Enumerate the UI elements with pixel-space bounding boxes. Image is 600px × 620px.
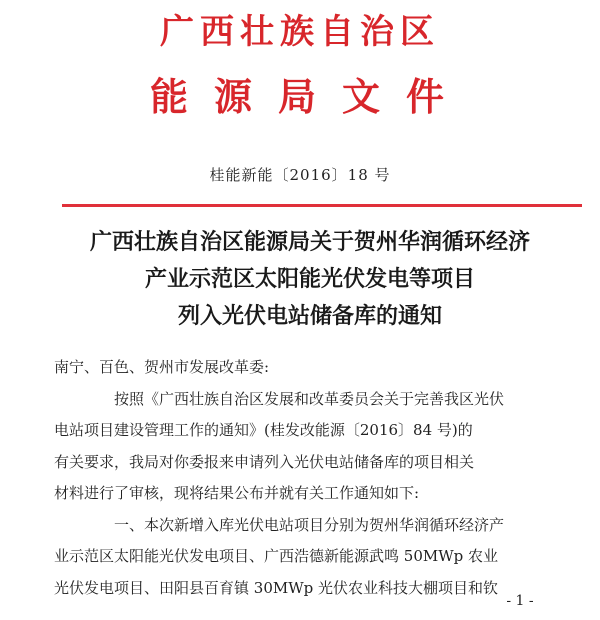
body-line-2: 电站项目建设管理工作的通知》(桂发改能源〔2016〕84 号)的 bbox=[54, 421, 473, 439]
body-line-5: 一、本次新增入库光伏电站项目分别为贺州华润循环经济产 bbox=[114, 515, 505, 534]
body-line-1: 按照《广西壮族自治区发展和改革委员会关于完善我区光伏 bbox=[114, 389, 505, 408]
title-line-1: 广西壮族自治区能源局关于贺州华润循环经济 bbox=[89, 229, 530, 255]
title-line-2: 产业示范区太阳能光伏发电等项目 bbox=[144, 266, 475, 292]
document-number: 桂能新能〔2016〕18 号 bbox=[209, 166, 391, 184]
addressee-line: 南宁、百色、贺州市发展改革委: bbox=[54, 358, 270, 376]
document-type-header: 能源局文件 bbox=[149, 74, 470, 119]
document-title bbox=[40, 224, 580, 335]
body-line-7: 光伏发电项目、田阳县百育镇 30MWp 光伏农业科技大棚项目和钦 bbox=[54, 578, 499, 597]
page-number: - 1 - bbox=[506, 593, 534, 609]
body-line-3: 有关要求，我局对你委报来申请列入光伏电站储备库的项目相关 bbox=[54, 452, 475, 471]
issuer-name: 广西壮族自治区 bbox=[160, 12, 440, 52]
title-line-3: 列入光伏电站储备库的通知 bbox=[177, 303, 442, 329]
red-divider-line bbox=[62, 204, 582, 207]
document-body bbox=[54, 352, 584, 604]
body-line-4: 材料进行了审核，现将结果公布并就有关工作通知如下: bbox=[54, 484, 420, 502]
body-line-6: 业示范区太阳能光伏发电项目、广西浩德新能源武鸣 50MWp 农业 bbox=[54, 547, 499, 565]
